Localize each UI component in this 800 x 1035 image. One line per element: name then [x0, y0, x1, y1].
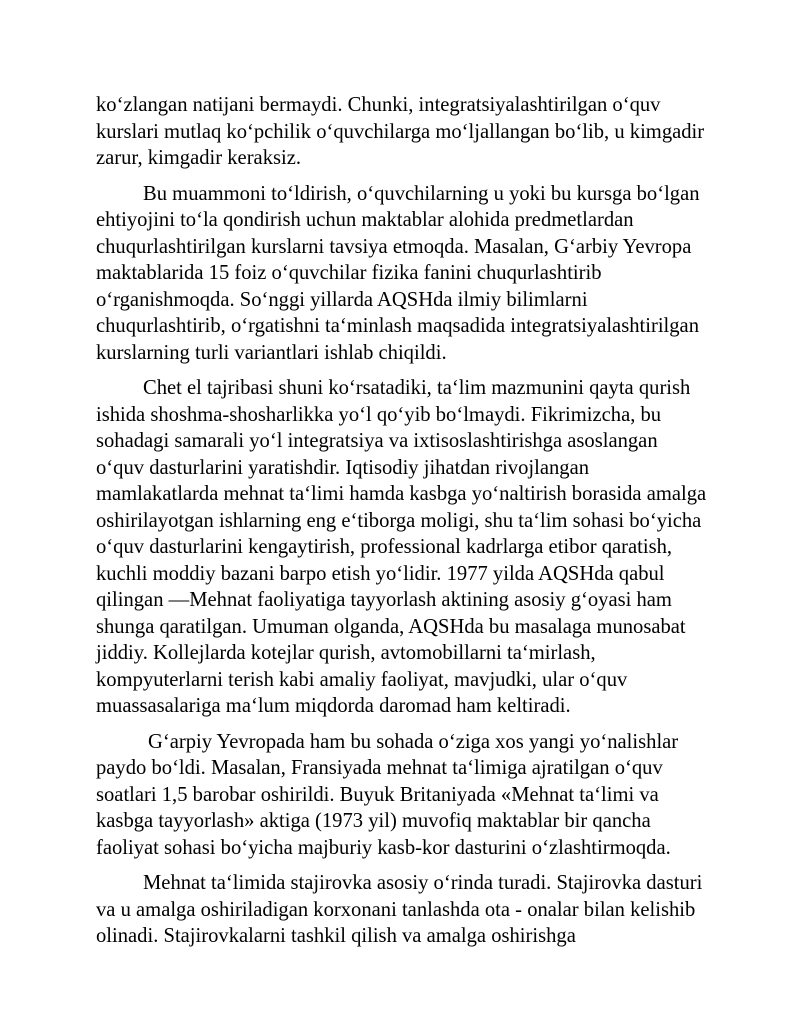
- paragraph-stajirovka: Mehnat ta‘limida stajirovka asosiy o‘rinda turadi. Stajirovka dasturi va u amalga oshiriladigan korxonani tanlashda ota - onalar bilan kelishib olinadi. Stajirovkalarni tashkil qilish va amalga oshirishga: [96, 872, 703, 947]
- document-page: [96, 92, 708, 959]
- paragraph-chuqurlashtirilgan-kurslar: Bu muammoni to‘ldirish, o‘quvchilarning u yoki bu kursga bo‘lgan ehtiyojini to‘la qondirish uchun maktablar alohida predmetlardan chuqurlashtirilgan kurslarni tavsiya etmoqda. Masalan, G‘arbiy Yevropa maktablarida 15 foiz o‘quvchilar fizika fanini chuqurlashtirib o‘rganishmoqda. So‘nggi yillarda AQSHda ilmiy bilimlarni chuqurlashtirib, o‘rgatishni ta‘minlash maqsadida integratsiyalashtirilgan kurslarning turli variantlari ishlab chiqildi.: [96, 182, 700, 364]
- paragraph-garbiy-yevropa: G‘arpiy Yevropada ham bu sohada o‘ziga xos yangi yo‘nalishlar paydo bo‘ldi. Masalan, Fransiyada mehnat ta‘limiga ajratilgan o‘quv soatlari 1,5 barobar oshirildi. Buyuk Britaniyada «Mehnat ta‘limi va kasbga tayyorlash» aktiga (1973 yil) muvofiq maktablar bir qancha faoliyat sohasi bo‘yicha majburiy kasb-kor dasturini o‘zlashtirmoqda.: [96, 730, 679, 859]
- paragraph-continuation: ko‘zlangan natijani bermaydi. Chunki, integratsiyalashtirilgan o‘quv kurslari mutlaq ko‘pchilik o‘quvchilarga mo‘ljallangan bo‘lib, u kimgadir zarur, kimgadir keraksiz.: [96, 94, 705, 169]
- paragraph-chet-el-tajribasi: Chet el tajribasi shuni ko‘rsatadiki, ta‘lim mazmunini qayta qurish ishida shoshma-shosharlikka yo‘l qo‘yib bo‘lmaydi. Fikrimizcha, bu sohadagi samarali yo‘l integratsiya va ixtisoslashtirishga asoslangan o‘quv dasturlarini yaratishdir. Iqtisodiy jihatdan rivojlangan mamlakatlarda mehnat ta‘limi hamda kasbga yo‘naltirish borasida amalga oshirilayotgan ishlarning eng e‘tiborga moligi, shu ta‘lim sohasi bo‘yicha o‘quv dasturlarini kengaytirish, professional kadrlarga etibor qaratish, kuchli moddiy bazani barpo etish yo‘lidir. 1977 yilda AQSHda qabul qilingan —Mehnat faoliyatiga tayyorlash aktining asosiy g‘oyasi ham shunga qaratilgan. Umuman olganda, AQSHda bu masalaga munosabat jiddiy. Kollejlarda kotejlar qurish, avtomobillarni ta‘mirlash, kompyuterlarni terish kabi amaliy faoliyat, mavjudki, ular o‘quv muassasalariga ma‘lum miqdorda daromad ham keltiradi.: [96, 377, 707, 717]
